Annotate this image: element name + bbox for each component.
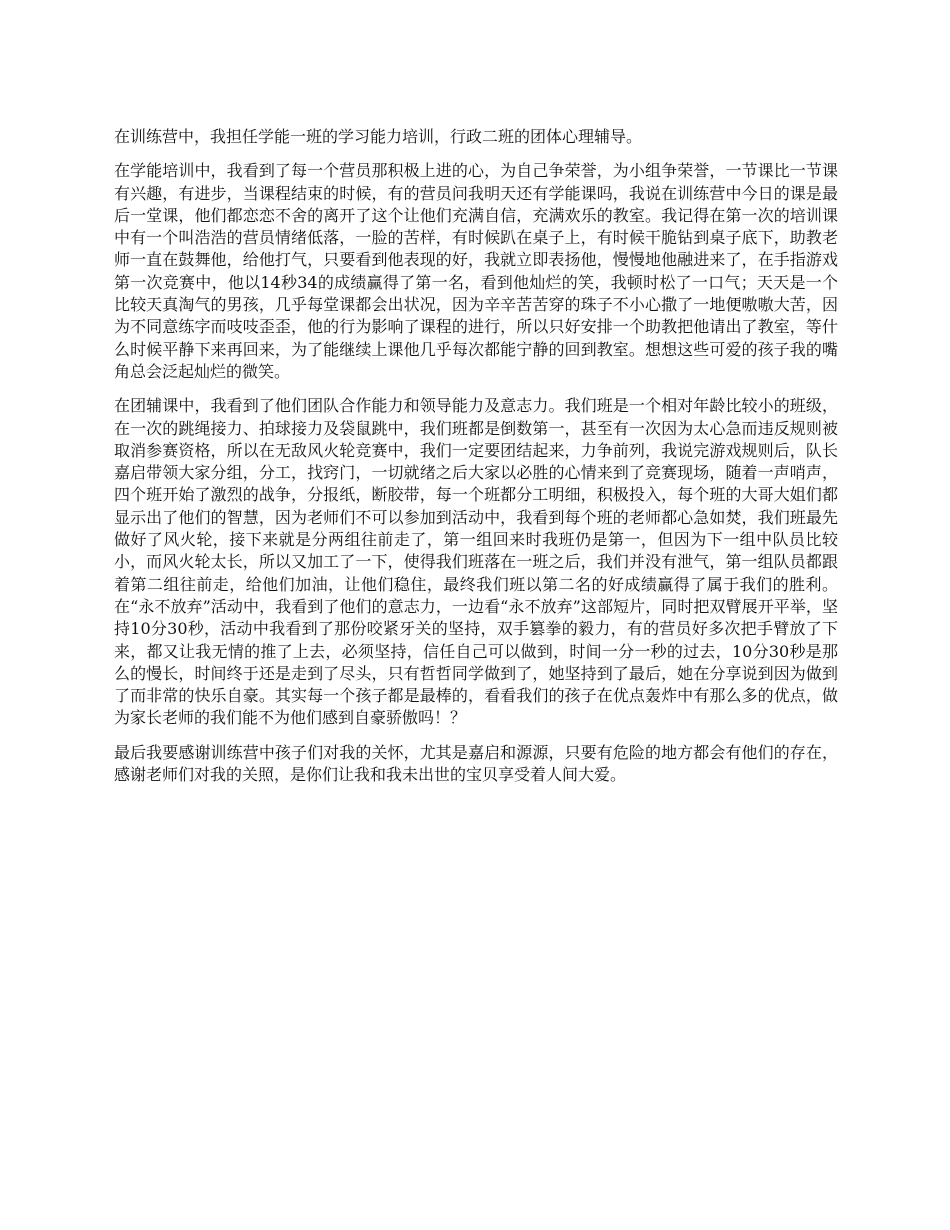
document-body [114, 126, 838, 798]
paragraph-team-counseling: 在团辅课中，我看到了他们团队合作能力和领导能力及意志力。我们班是一个相对年龄比较小的班级，在一次的跳绳接力、拍球接力及袋鼠跳中，我们班都是倒数第一，甚至有一次因为太心急而违反规则被取消参赛资格，所以在无敌风火轮竞赛中，我们一定要团结起来，力争前列，我说完游戏规则后，队长嘉启带领大家分组，分工，找窍门，一切就绪之后大家以必胜的心情来到了竞赛现场，随着一声哨声，四个班开始了激烈的战争，分报纸，断胶带，每一个班都分工明细，积极投入，每个班的大哥大姐们都显示出了他们的智慧，因为老师们不可以参加到活动中，我看到每个班的老师都心急如焚，我们班最先做好了风火轮，接下来就是分两组往前走了，第一组回来时我班仍是第一，但因为下一组中队员比较小，而风火轮太长，所以又加工了一下，使得我们班落在一班之后，我们并没有泄气，第一组队员都跟着第二组往前走，给他们加油，让他们稳住，最终我们班以第二名的好成绩赢得了属于我们的胜利。在“永不放弃”活动中，我看到了他们的意志力，一边看“永不放弃”这部短片，同时把双臂展开平举，坚持10分30秒，活动中我看到了那份咬紧牙关的坚持，双手篡拳的毅力，有的营员好多次把手臂放了下来，都又让我无情的推了上去，必须坚持，信任自己可以做到，时间一分一秒的过去，10分30秒是那么的慢长，时间终于还是走到了尽头，只有哲哲同学做到了，她坚持到了最后，她在分享说到因为做到了而非常的快乐自豪。其实每一个孩子都是最棒的，看看我们的孩子在优点轰炸中有那么多的优点，做为家长老师的我们能不为他们感到自豪骄傲吗！？ [114, 396, 838, 728]
paragraph-intro: 在训练营中，我担任学能一班的学习能力培训，行政二班的团体心理辅导。 [114, 127, 643, 146]
paragraph-thanks: 最后我要感谢训练营中孩子们对我的关怀，尤其是嘉启和源源，只要有危险的地方都会有他们的存在，感谢老师们对我的关照，是你们让我和我未出世的宝贝享受着人间大爱。 [114, 742, 838, 785]
paragraph-learning-training: 在学能培训中，我看到了每一个营员那积极上进的心，为自己争荣誉，为小组争荣誉，一节课比一节课有兴趣，有进步，当课程结束的时候，有的营员问我明天还有学能课吗，我说在训练营中今日的课是最后一堂课，他们都恋恋不舍的离开了这个让他们充满自信，充满欢乐的教室。我记得在第一次的培训课中有一个叫浩浩的营员情绪低落，一脸的苦样，有时候趴在桌子上，有时候干脆钻到桌子底下，助教老师一直在鼓舞他，给他打气，只要看到他表现的好，我就立即表扬他，慢慢地他融进来了，在手指游戏第一次竞赛中，他以14秒34的成绩赢得了第一名，看到他灿烂的笑，我顿时松了一口气；天天是一个比较天真淘气的男孩，几乎每堂课都会出状况，因为辛辛苦苦穿的珠子不小心撒了一地便嗷嗷大苦，因为不同意练字而吱吱歪歪，他的行为影响了课程的进行，所以只好安排一个助教把他请出了教室，等什么时候平静下来再回来，为了能继续上课他几乎每次都能宁静的回到教室。想想这些可爱的孩子我的嘴角总会泛起灿烂的微笑。 [114, 161, 838, 381]
